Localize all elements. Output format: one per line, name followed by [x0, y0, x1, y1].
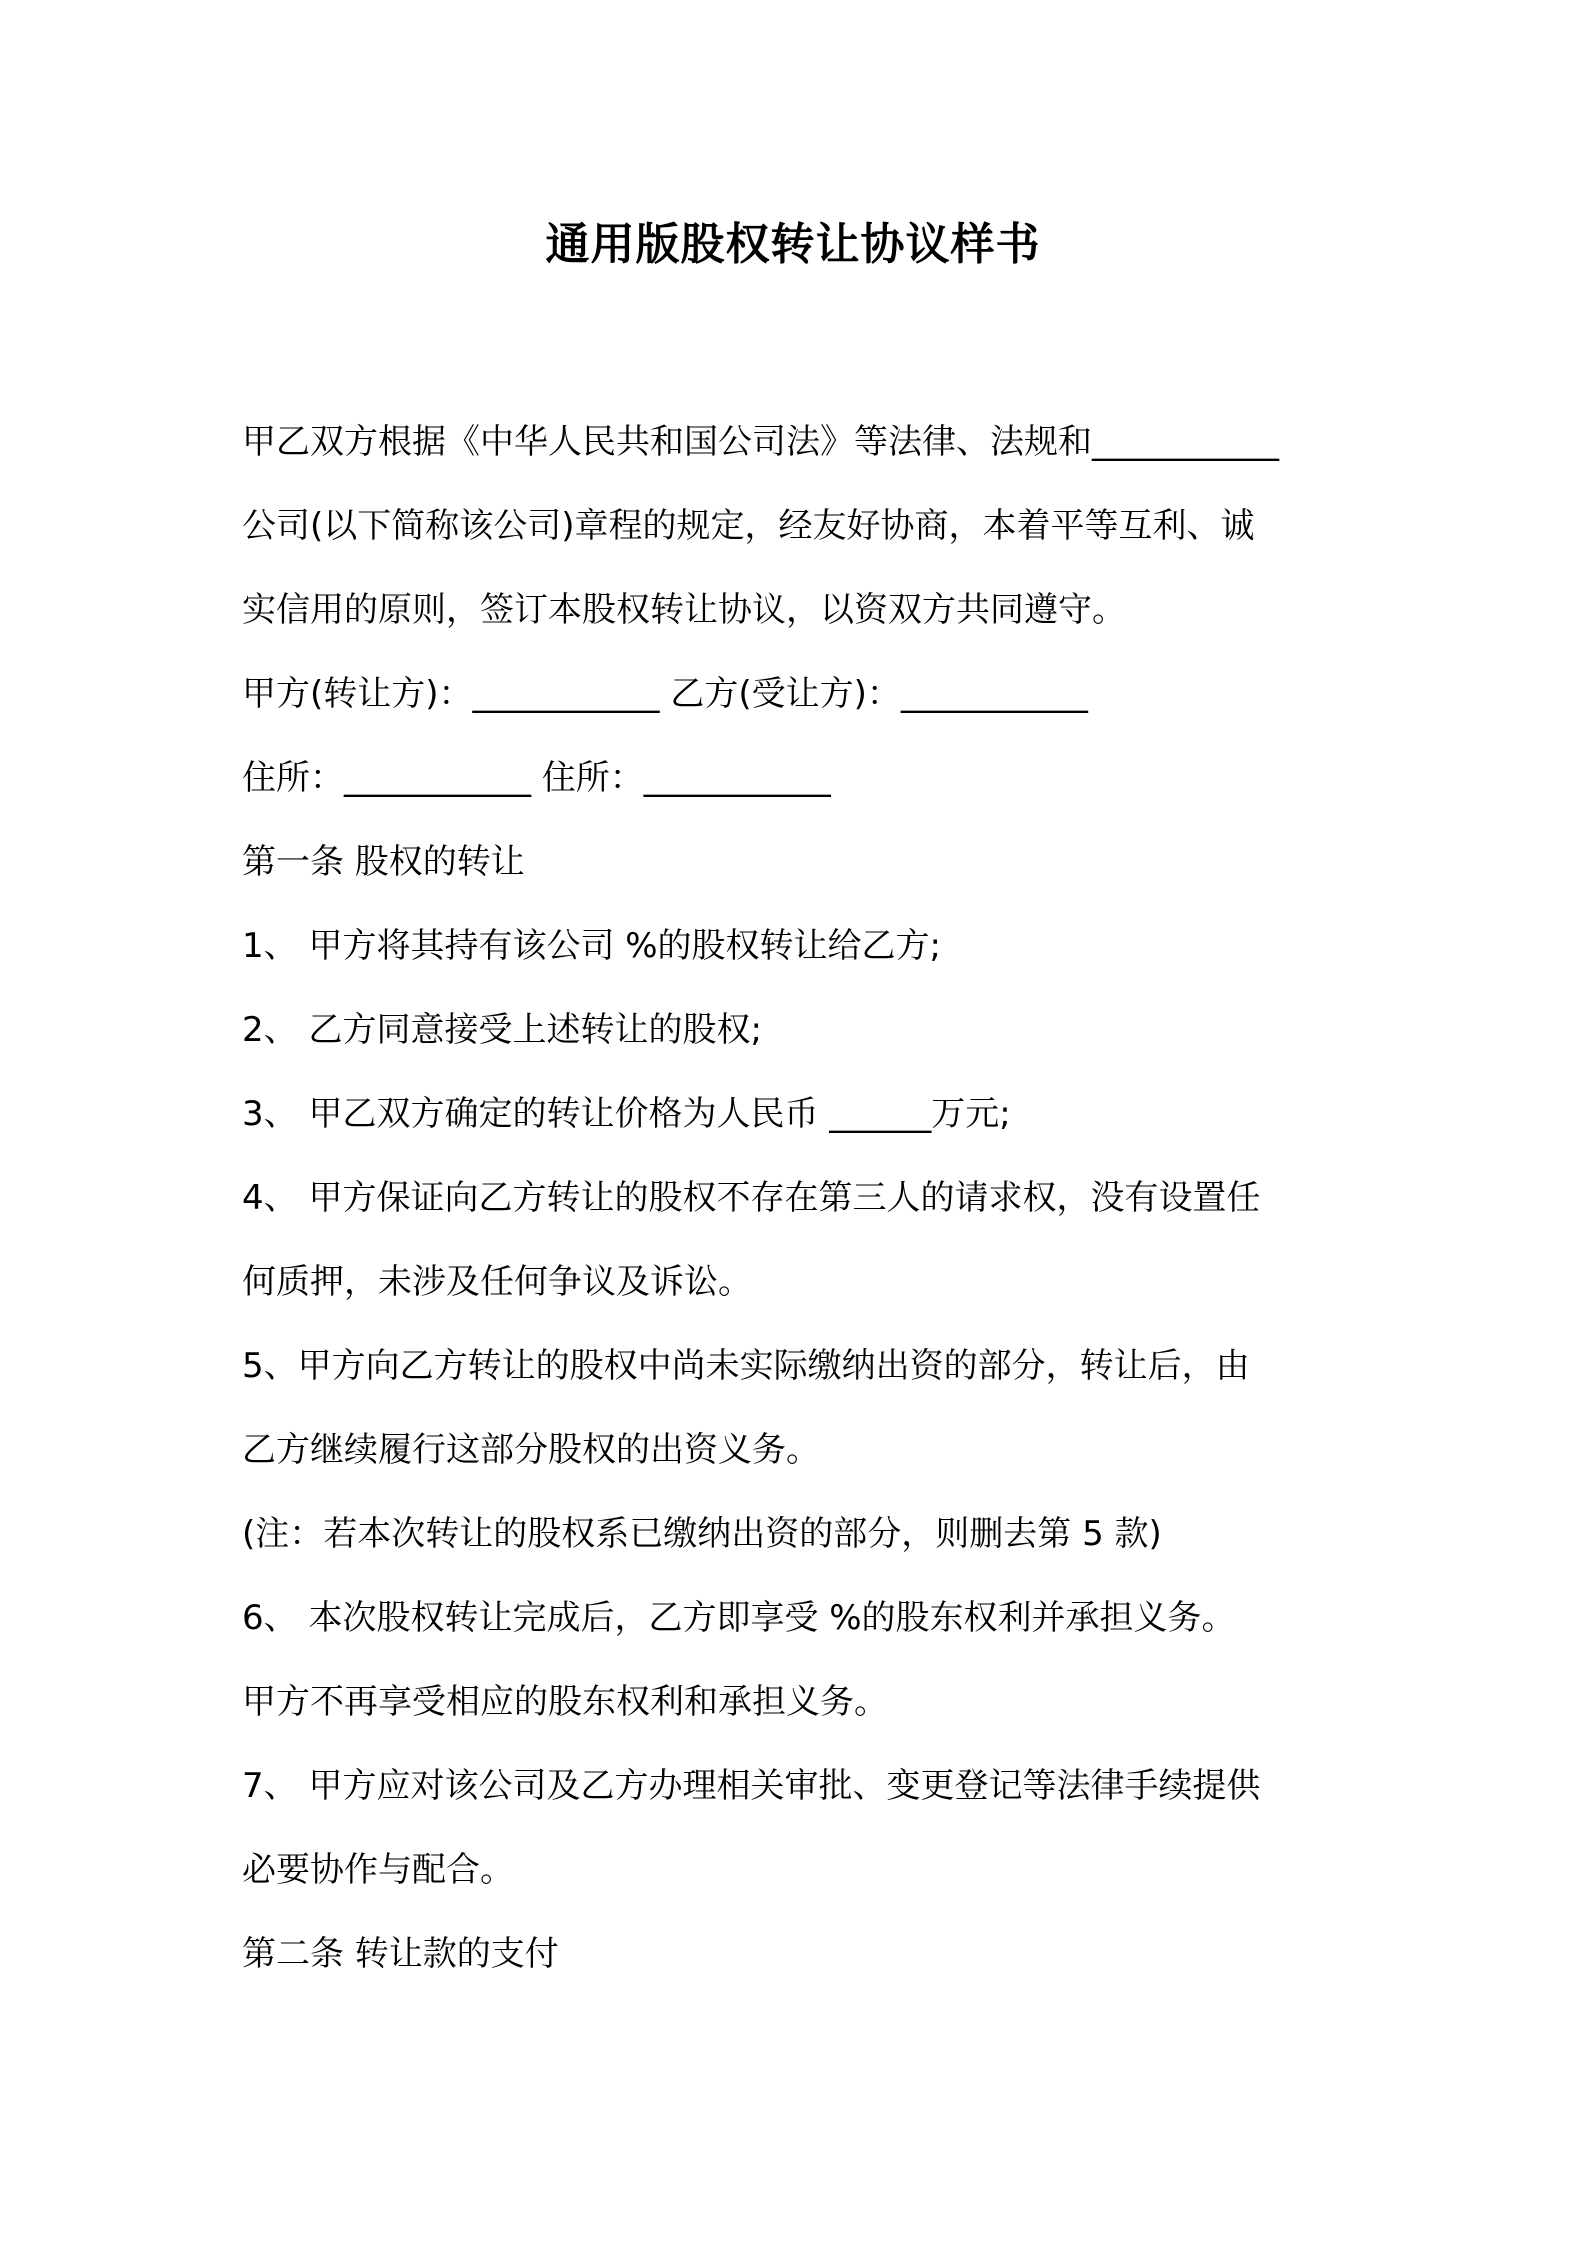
- document-title: 通用版股权转让协议样书: [545, 219, 1041, 270]
- article-1-item-6-line-1: 6、 本次股权转让完成后，乙方即享受 %的股东权利并承担义务。: [242, 1598, 1236, 1638]
- article-1-item-5-line-2: 乙方继续履行这部分股权的出资义务。: [242, 1430, 820, 1470]
- parties-line: 甲方(转让方)：___________ 乙方(受让方)：___________: [242, 674, 1088, 714]
- article-1-note: (注：若本次转让的股权系已缴纳出资的部分，则删去第 5 款): [242, 1514, 1162, 1554]
- article-1-item-3: 3、 甲乙双方确定的转让价格为人民币 ______万元;: [242, 1094, 1011, 1134]
- address-line: 住所：___________ 住所：___________: [242, 758, 831, 798]
- article-1-item-7-line-2: 必要协作与配合。: [242, 1850, 514, 1890]
- article-1-item-2: 2、 乙方同意接受上述转让的股权;: [242, 1010, 762, 1050]
- article-2-heading: 第二条 转让款的支付: [242, 1934, 559, 1974]
- article-1-item-7-line-1: 7、 甲方应对该公司及乙方办理相关审批、变更登记等法律手续提供: [242, 1766, 1261, 1806]
- article-1-heading: 第一条 股权的转让: [242, 842, 525, 882]
- preamble-line-2: 公司(以下简称该公司)章程的规定，经友好协商，本着平等互利、诚: [242, 506, 1255, 546]
- document-body: [242, 400, 1362, 1996]
- preamble-line-3: 实信用的原则，签订本股权转让协议，以资双方共同遵守。: [242, 590, 1126, 630]
- article-1-item-4-line-1: 4、 甲方保证向乙方转让的股权不存在第三人的请求权，没有设置任: [242, 1178, 1261, 1218]
- article-1-item-5-line-1: 5、甲方向乙方转让的股权中尚未实际缴纳出资的部分，转让后，由: [242, 1346, 1250, 1386]
- article-1-item-1: 1、 甲方将其持有该公司 %的股权转让给乙方;: [242, 926, 942, 966]
- article-1-item-6-line-2: 甲方不再享受相应的股东权利和承担义务。: [242, 1682, 888, 1722]
- article-1-item-4-line-2: 何质押，未涉及任何争议及诉讼。: [242, 1262, 752, 1302]
- preamble-line-1: 甲乙双方根据《中华人民共和国公司法》等法律、法规和___________: [242, 422, 1279, 462]
